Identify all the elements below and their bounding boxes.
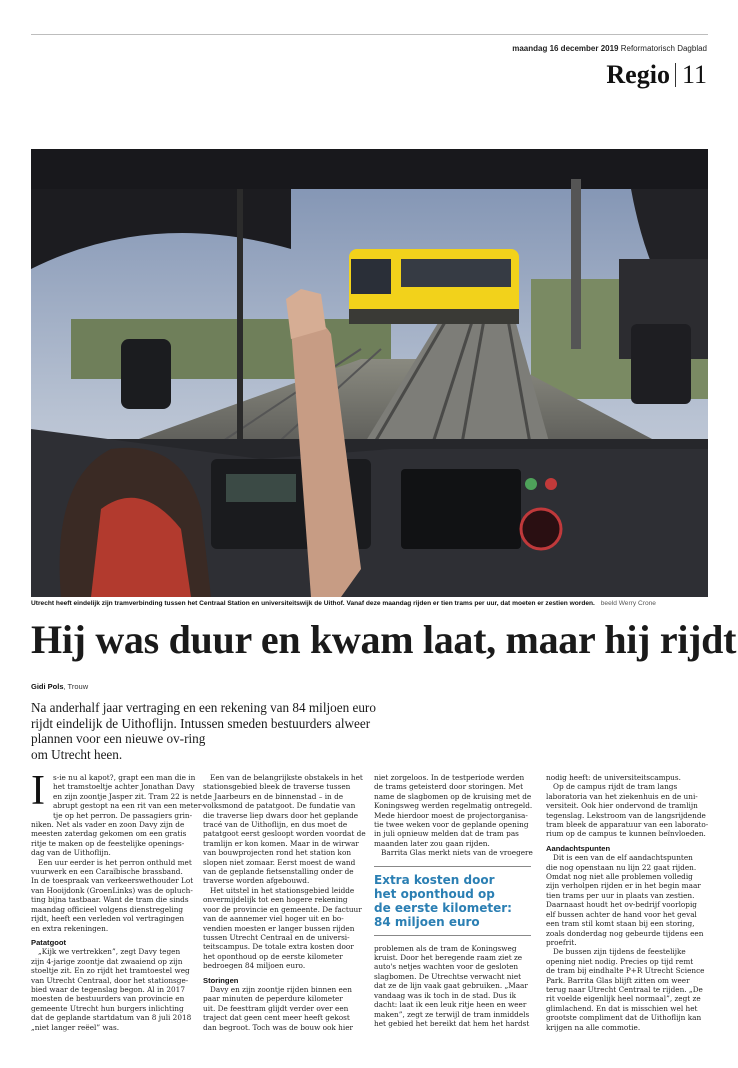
- body-line: tracé van de Uithoflijn, en dus moet de: [203, 820, 348, 830]
- body-line: de tram bij eindhalte P+R Utrecht Science: [546, 966, 705, 976]
- body-line: slopen niet zomaar. Eerst moest de wand: [203, 857, 356, 867]
- body-column-3: [374, 773, 531, 1028]
- intro-line: Na anderhalf jaar vertraging en een rekening van 84 miljoen euro: [31, 700, 376, 715]
- author-name: Gidi Pols: [31, 682, 64, 691]
- body-line: elf bussen achter de hand voor het geval: [546, 909, 697, 919]
- body-line: grootste compliment dat de Uithoflijn kan: [546, 1013, 702, 1023]
- drop-cap: I: [31, 768, 45, 814]
- body-line: versiteit. Ook hier ondervond de tramlijn: [546, 801, 698, 811]
- body-line: terug naar Utrecht Centraal te rijden. „De: [546, 984, 703, 994]
- photo-credit: beeld Werry Crone: [600, 600, 656, 607]
- body-line: dan begroot. Toch was de bouw ook hier: [203, 1022, 354, 1032]
- body-line: Mede hierdoor moest de projectorganisa-: [374, 810, 528, 820]
- body-line: rijdt, heeft een verleden vol vertragingen: [31, 914, 185, 924]
- body-line: niken. Net als vader en zoon Davy zijn de: [31, 820, 185, 830]
- body-line: opening niet nodig. Precies op tijd remt: [546, 956, 694, 966]
- body-line: uit. De feesttram glijdt verder over een: [203, 1003, 349, 1013]
- body-line: Park. Barrita Glas blijft zitten om weer: [546, 975, 690, 985]
- body-line: maandag officieel volgens dienstregeling: [31, 904, 184, 914]
- body-line: niet zorgeloos. In de testperiode werden: [374, 773, 525, 782]
- body-line: Dit is een van de elf aandachtspunten: [553, 853, 693, 863]
- byline-source: , Trouw: [63, 682, 89, 691]
- tram-cab-view-image: [31, 149, 708, 597]
- body-line: volksmond de patatgoot. De fundatie van: [203, 801, 356, 811]
- body-line: en extra rekeningen.: [31, 923, 109, 933]
- body-line: tussen Utrecht Centraal en de universi-: [203, 932, 350, 942]
- body-line: abrupt gestopt na een rit van een meter-: [53, 801, 204, 811]
- photo-caption: [31, 600, 708, 607]
- pullquote-line: het oponthoud op: [374, 886, 495, 901]
- body-line: „Kijk we vertrekken”, zegt Davy tegen: [38, 947, 181, 957]
- body-line: Daarnaast houdt het ov-bedrijf voorlopig: [546, 900, 697, 910]
- body-line: Koningsweg werden regelmatig ontregeld.: [374, 801, 533, 811]
- intro-line: plannen voor een nieuwe ov-ring: [31, 731, 206, 746]
- body-line: traverse worden afgebouwd.: [203, 876, 310, 886]
- body-line: zijn verholpen rijden er in het begin maar: [546, 881, 701, 891]
- paper-name: Reformatorisch Dagblad: [620, 44, 707, 53]
- pullquote-line: 84 miljoen euro: [374, 914, 480, 929]
- body-line: van de aannemer viel hoger uit en bo-: [203, 914, 344, 924]
- body-line: De bussen zijn tijdens de feestelijke: [553, 947, 686, 957]
- body-line: van de geplande fietsenstalling onder de: [203, 867, 354, 877]
- body-line: dat ze de lijn vaak gaat gebruiken. „Maar: [374, 981, 528, 991]
- body-line: maken”, zegt ze terwijl de tram inmiddels: [374, 1009, 530, 1019]
- body-line: slagbomen. De Utrechtse verwacht niet: [374, 971, 522, 981]
- body-line: name de slagbomen op de kruising met de: [374, 791, 532, 801]
- body-line: en zijn zoontje Jasper zit. Tram 22 is net: [53, 791, 203, 801]
- issue-date: maandag 16 december 2019: [512, 44, 619, 53]
- body-line: laboratoria van het ziekenhuis en de uni-: [546, 791, 698, 801]
- body-line: het tramstoeltje achter Jonathan Davy: [53, 782, 195, 792]
- body-line: de Jaarbeurs en de binnenstad – in de: [203, 791, 344, 801]
- body-line: glimlachend. En dat is misschien wel het: [546, 1003, 698, 1013]
- body-column-1: [31, 768, 204, 1032]
- intro-line: om Utrecht heen.: [31, 746, 123, 762]
- body-line: meesten zaterdag gekomen om een gratis: [31, 829, 187, 839]
- body-line: tien trams per uur in plaats van zestien.: [546, 890, 695, 900]
- body-line: stationsgebied bleek de traverse tussen: [203, 782, 351, 792]
- body-line: Een van de belangrijkste obstakels in het: [210, 773, 363, 782]
- section-name: Regio: [606, 60, 670, 89]
- body-line: Omdat nog niet alle problemen volledig: [546, 872, 693, 882]
- body-line: de trams geteisterd door storingen. Met: [374, 782, 524, 792]
- body-line: teitscampus. De totale extra kosten door: [203, 942, 354, 952]
- pullquote-rule-bottom: [374, 935, 531, 936]
- body-line: van Utrecht Centraal, door het stationsge-: [31, 975, 189, 985]
- body-line: vuurwerk en een Caraïbische brassband.: [31, 867, 183, 877]
- section-separator: [675, 63, 676, 87]
- body-line: problemen als de tram de Koningsweg: [374, 943, 517, 953]
- body-line: in juli opnieuw melden dat de tram pas: [374, 829, 519, 839]
- body-line: ting bijna tastbaar. Want de tram die sinds: [31, 895, 189, 905]
- body-line: onvermijdelijk tot een hogere rekening: [203, 895, 348, 905]
- body-line: Een uur eerder is het perron onthuld met: [38, 857, 192, 867]
- body-line: moesten de bestuurders van provincie en: [31, 994, 185, 1004]
- body-line: tje op het perron. De passagiers grin-: [53, 810, 193, 820]
- body-line: kruist. Door het beregende raam ziet ze: [374, 953, 523, 963]
- body-line: zoals donderdag nog gebeurde tijdens een: [546, 928, 704, 938]
- pullquote-rule-top: [374, 866, 531, 867]
- body-line: rium op de campus te kunnen beïnvloeden.: [546, 829, 706, 839]
- body-column-4: [546, 773, 709, 1032]
- body-line: Op de campus rijdt de tram langs: [553, 782, 678, 792]
- body-line: „niet langer reëel” was.: [31, 1022, 120, 1032]
- body-column-2: [203, 773, 366, 1032]
- body-line: dacht: laat ik een leuk ritje heen en weer: [374, 1000, 527, 1010]
- body-line: een tram stil komt staan bij een storing,: [546, 919, 695, 929]
- body-line: Het uitstel in het stationsgebied leidde: [210, 885, 355, 895]
- body-line: maanden later zou gaan rijden.: [374, 838, 490, 848]
- article-intro: [31, 700, 431, 762]
- top-rule: [31, 34, 708, 35]
- body-line: gemeente Utrecht hun burgers inlichting: [31, 1003, 184, 1013]
- body-line: het oponthoud op de eerste kilometer: [203, 951, 343, 961]
- body-line: rit voelde eigenlijk heel normaal”, zegt ze: [546, 994, 701, 1004]
- body-line: tie twee weken voor de geplande opening: [374, 820, 529, 830]
- page-number: 11: [681, 60, 707, 89]
- body-line: paar minuten de peperdure kilometer: [203, 994, 343, 1004]
- body-line: zijn 4-jarige zoontje dat zwaaiend op zijn: [31, 956, 183, 966]
- body-line: die traverse liep dwars door het geplande: [203, 810, 359, 820]
- body-line: tram bleek de apparatuur van een laborato-: [546, 820, 709, 830]
- article-headline: Hij was duur en kwam laat, maar hij rijdt: [31, 617, 737, 662]
- body-line: s-ie nu al kapot?, grapt een man die in: [53, 773, 196, 782]
- body-line: nodig heeft: de universiteitscampus.: [546, 773, 681, 782]
- body-line: het gebied het bereikt dat hem het hardst: [374, 1018, 530, 1028]
- body-line: tramlijn er kon komen. Maar in de wirwar: [203, 838, 359, 848]
- body-line: In de toespraak van verkeerswethouder Lot: [31, 876, 194, 886]
- body-line: Davy en zijn zoontje rijden binnen een: [210, 984, 352, 994]
- section-header: [606, 60, 707, 90]
- subheading: Aandachtspunten: [546, 843, 611, 853]
- intro-line: rijdt eindelijk de Uithoflijn. Intussen smeden bestuurders alweer: [31, 715, 371, 731]
- body-line: Barrita Glas merkt niets van de vroegere: [381, 848, 533, 858]
- body-line: krijgen na alle commotie.: [546, 1022, 641, 1032]
- body-line: tegenslag. Lekstroom van de langsrijdende: [546, 810, 706, 820]
- body-line: die nog openstaan nu lijn 22 gaat rijden.: [546, 862, 697, 872]
- body-line: ritje te maken op de feestelijke openings-: [31, 838, 185, 848]
- pullquote-line: Extra kosten door: [374, 872, 495, 887]
- body-line: vandaag was ik toch in de stad. Dus ik: [374, 990, 517, 1000]
- body-line: van Hooijdonk (GroenLinks) was de opluch-: [31, 885, 193, 895]
- pullquote-line: de eerste kilometer:: [374, 900, 512, 915]
- body-line: bedroegen 84 miljoen euro.: [203, 961, 306, 971]
- byline: [31, 682, 88, 691]
- body-line: dag van de Uithoflijn.: [31, 848, 111, 858]
- masthead: [512, 44, 707, 53]
- subheading: Storingen: [203, 975, 239, 985]
- body-line: stoeltje zit. En zo rijdt het tramtoestel weg: [31, 966, 190, 976]
- body-line: proefrit.: [546, 937, 577, 947]
- body-line: patatgoot eerst gesloopt worden voordat de: [203, 829, 366, 839]
- caption-text: Utrecht heeft eindelijk zijn tramverbinding tussen het Centraal Station en universiteitswijk de Uithof. Vanaf deze maandag rijden er tien trams per uur, dat moeten er zestien worden.: [31, 600, 595, 607]
- body-line: auto's netjes wachten voor de gesloten: [374, 962, 519, 972]
- body-line: bied waar de tegenslag begon. Al in 2017: [31, 984, 185, 994]
- body-line: vendien moesten er langer bussen rijden: [203, 923, 355, 933]
- body-line: dat de geplande startdatum van 8 juli 2018: [31, 1013, 192, 1023]
- body-line: voor de provincie en gemeente. De factuur: [203, 904, 362, 914]
- subheading: Patatgoot: [31, 937, 67, 947]
- body-line: traject dat geen cent meer heeft gekost: [203, 1013, 350, 1023]
- body-line: van bouwprojecten rond het station kon: [203, 848, 352, 858]
